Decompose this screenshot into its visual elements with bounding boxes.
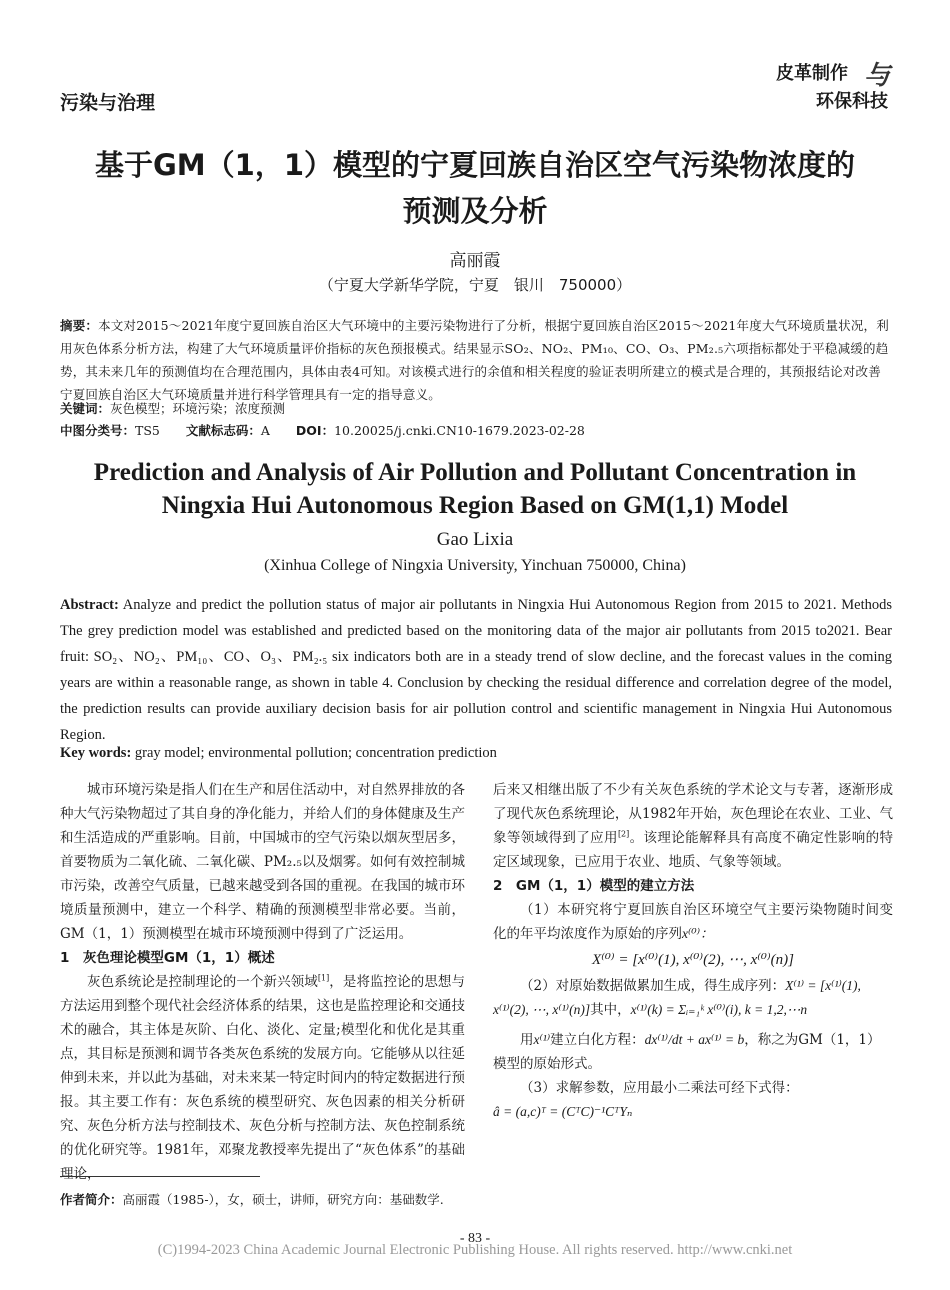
abstract-en-text: Analyze and predict the pollution status of major air pollutants in Ningxia Hui Autonomous Region from 2015 to 2021. Methods The grey prediction model was established and predicted based on the monitoring data of the major air pollutants from 2015 to2021. Bear fruit: SO₂、NO₂、PM₁₀、CO、O₃、PM₂.₅ six indicators both are in a steady trend of slow decline, and the forecast values in the coming years are within a reasonable range, as shown in table 4. Conclusion by checking the residual difference and correlation degree of the model, the prediction results can provide auxiliary decision basis for air pollution control and scientific management in Ningxia Hui Autonomous Region.	[60, 597, 892, 743]
step-2-where: 其中，	[590, 1002, 631, 1018]
abstract-cn-text: 本文对2015～2021年度宁夏回族自治区大气环境中的主要污染物进行了分析，根据宁夏回族自治区2015～2021年度大气环境质量状况，利用灰色体系分析方法，构建了大气环境质量评价指标的灰色预报模式。结果显示SO₂、NO₂、PM₁₀、CO、O₃、PM₂.₅六项指标都处于平稳减缓的趋势，其未来几年的预测值均在合理范围内，具体由表4可知。对该模式进行的余值和相关程度的验证表明所建立的模式是合理的，其预报结论对改善宁夏回族自治区大气环境质量并进行科学管理具有一定的指导意义。	[60, 318, 889, 402]
affiliation-cn: （宁夏大学新华学院，宁夏 银川 750000）	[318, 276, 632, 294]
clc-label: 中图分类号：	[60, 423, 136, 438]
doc-code-label: 文献标志码：	[185, 423, 261, 438]
brand-line-1: 皮革制作	[776, 63, 848, 84]
cnki-copyright-watermark: (C)1994-2023 China Academic Journal Electronic Publishing House. All rights reserved. http://www.cnki.net	[157, 1242, 793, 1258]
author-cn: 高丽霞	[449, 251, 501, 271]
section-2-heading: 2 GM（1，1）模型的建立方法	[493, 878, 695, 894]
doc-code-value: A	[260, 423, 270, 438]
keywords-en-label: Key words:	[60, 745, 132, 761]
citation-1: [1]	[317, 973, 330, 983]
keywords-en	[60, 741, 892, 765]
footnote-label: 作者简介：	[60, 1192, 123, 1207]
author-footnote	[60, 1190, 892, 1210]
clc-value: TS5	[135, 423, 160, 438]
title-en-line-1: Prediction and Analysis of Air Pollution and Pollutant Concentration in	[93, 459, 857, 486]
whitening-text-b: 建立白化方程：	[550, 1032, 645, 1048]
grey-theory-paragraph	[60, 970, 465, 1186]
abstract-cn-label: 摘要：	[60, 318, 99, 333]
affiliation-en: (Xinhua College of Ningxia University, Yinchuan 750000, China)	[264, 557, 686, 574]
whitening-text-c: ，称之为GM（1，1）	[744, 1032, 881, 1048]
keywords-cn-label: 关键词：	[60, 401, 111, 416]
citation-2: [2]	[617, 829, 630, 839]
section-1-heading: 1 灰色理论模型GM（1，1）概述	[60, 950, 275, 966]
section-label: 污染与治理	[60, 92, 156, 114]
equation-accumulated-sequence-a: X⁽¹⁾ = [x⁽¹⁾(1),	[785, 978, 861, 993]
paper-title-en	[40, 456, 910, 522]
keywords-en-text: gray model; environmental pollution; concentration prediction	[131, 745, 497, 761]
body-column-left	[60, 778, 465, 1186]
title-en-line-2: Ningxia Hui Autonomous Region Based on GM(1,1) Model	[161, 492, 789, 519]
continued-text-a: 后来又相继出版了不少有关灰色系统的学术论文与专著，逐渐形成了现代灰色系统理论，从1982年开始，灰色理论在农业、工业、气象等领域得到了应用	[493, 782, 893, 846]
equation-accumulation-sum: x⁽¹⁾(k) = Σᵢ₌₁ᵏ x⁽⁰⁾(i), k = 1,2,⋯n	[630, 1002, 808, 1017]
equation-accumulated-sequence-b: x⁽¹⁾(2), ⋯, x⁽¹⁾(n)]	[493, 1002, 591, 1017]
footnote-text: 高丽霞（1985-），女，硕士，讲师，研究方向：基础数学.	[122, 1192, 444, 1207]
page-number: - 83 -	[459, 1231, 491, 1246]
whitening-paragraph	[493, 1028, 893, 1052]
abstract-cn	[60, 314, 892, 406]
grey-theory-text-a: 灰色系统论是控制理论的一个新兴领域	[87, 974, 318, 990]
equation-least-squares: â = (a,c)ᵀ = (CᵀC)⁻¹CᵀYₙ	[493, 1104, 633, 1119]
whitening-text-d: 模型的原始形式。	[493, 1056, 601, 1072]
step-1-paragraph	[493, 898, 893, 946]
paper-title-cn	[40, 142, 910, 234]
body-column-right	[493, 778, 893, 1124]
equation-original-sequence: X⁽⁰⁾ = [x⁽⁰⁾(1), x⁽⁰⁾(2), ⋯, x⁽⁰⁾(n)]	[592, 952, 794, 968]
title-cn-line-2: 预测及分析	[402, 194, 548, 228]
keywords-cn	[60, 398, 892, 420]
keywords-cn-text: 灰色模型；环境污染；浓度预测	[110, 401, 286, 416]
doi-label: DOI：	[295, 423, 335, 438]
continued-text-b: 。该理论能解释具有高度不确定性影响的特定区域现象，已应用于农业、地质、气象等领域。	[493, 830, 894, 870]
journal-brand-logo	[770, 60, 892, 116]
original-sequence-symbol: x⁽⁰⁾：	[682, 926, 714, 941]
abstract-en	[60, 592, 892, 748]
step-1-text: （1）本研究将宁夏回族自治区环境空气主要污染物随时间变化的年平均浓度作为原始的序列	[493, 902, 893, 942]
whitening-symbol: x⁽¹⁾	[533, 1032, 551, 1047]
step-2-text: （2）对原始数据做累加生成，得生成序列：	[520, 978, 786, 994]
continued-paragraph	[493, 778, 893, 874]
grey-theory-text-b: ，是将监控论的思想与方法运用到整个现代社会经济体系的结果，这也是监控理论和交通技术的融合，其主体是灰阶、白化、淡化、定量;模型化和优化是其重点，其目标是预测和调节各类灰色系统的发展方向。它能够从以往延伸到未来，并以此为基础，对未来某一特定时间内的特定数据进行预报。其主要工作有：灰色系统的模型研究、灰色因素的相关分析研究、灰色分析方法与控制技术、灰色分析与控制方法、灰色控制系统的优化研究等。1981年，邓聚龙教授率先提出了“灰色体系”的基础理论，	[60, 974, 466, 1182]
step-3-paragraph: （3）求解参数，应用最小二乘法可经下式得：	[520, 1080, 799, 1096]
abstract-en-label: Abstract:	[60, 597, 119, 613]
classification-line	[60, 420, 892, 442]
step-2-paragraph	[493, 974, 893, 998]
whitening-text-a: 用	[520, 1032, 534, 1048]
doi-value: 10.20025/j.cnki.CN10-1679.2023-02-28	[334, 423, 585, 438]
step-2-continued	[493, 998, 893, 1022]
author-en: Gao Lixia	[436, 529, 514, 550]
brand-glyph: 与	[864, 61, 891, 91]
equation-whitening: dx⁽¹⁾/dt + ax⁽¹⁾ = b	[644, 1032, 745, 1047]
title-cn-line-1: 基于GM（1，1）模型的宁夏回族自治区空气污染物浓度的	[94, 148, 856, 182]
intro-paragraph: 城市环境污染是指人们在生产和居住活动中，对自然界排放的各种大气污染物超过了其自身的净化能力，并给人们的身体健康及生产和生活造成的严重影响。目前，中国城市的空气污染以烟灰型居多，首要物质为二氧化硫、二氧化碳、PM₂.₅以及烟雾。如何有效控制城市污染，改善空气质量，已越来越受到各国的重视。在我国的城市环境质量预测中，建立一个科学、精确的预测模型非常必要。当前，GM（1，1）预测模型在城市环境预测中得到了广泛运用。	[60, 782, 465, 942]
footnote-divider	[60, 1176, 260, 1177]
brand-line-2: 环保科技	[816, 91, 888, 112]
